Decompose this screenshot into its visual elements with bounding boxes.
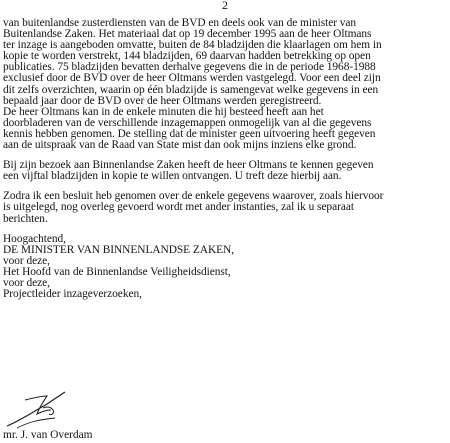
page-number: 2 [222,0,228,12]
closing-line: Projectleider inzageverzoeken, [3,288,142,301]
text-line: kennis hebben genomen. De stelling dat de minister geen uitvoering heeft gegeven [3,127,376,140]
paragraph-besluit [3,191,449,224]
text-line: een vijftal bladzijden in kopie te willen ontvangen. U treft deze hierbij aan. [3,170,342,183]
text-line: doorbladeren van de verschillende inzagemappen onmogelijk van al die gegevens [3,116,372,129]
text-line: bepaald jaar door de BVD over de heer Oltmans werden geregistreerd. [3,94,322,107]
text-line: Zodra ik een besluit heb genomen over de enkele gegevens waarover, zoals hiervoor [3,190,384,203]
paragraph-bezoek [3,160,449,182]
text-line: berichten. [3,212,48,225]
signature-scribble [3,386,73,430]
text-line: Buitenlandse Zaken. Het materiaal dat op 19 december 1995 aan de heer Oltmans [3,28,372,41]
closing-line: voor deze, [3,276,50,289]
closing-line: DE MINISTER VAN BINNENLANDSE ZAKEN, [3,243,235,256]
closing-line: Hoogachtend, [3,232,66,245]
text-line: exclusief door de BVD over de heer Oltmans werden vastgelegd. Voor een deel zijn [3,72,381,85]
closing-line: Het Hoofd van de Binnenlandse Veiligheidsdienst, [3,265,231,278]
text-line: publicaties. 75 bladzijden bevatten derhalve gegevens die in de periode 1968-1988 [3,61,376,74]
closing-block [3,234,449,301]
closing-line: voor deze, [3,254,50,267]
text-line: ter inzage is aangeboden omvatte, buiten de 84 bladzijden die klaarlagen om hem in [3,39,382,52]
text-line: Bij zijn bezoek aan Binnenlandse Zaken heeft de heer Oltmans te kennen gegeven [3,159,374,172]
text-line: dit zelfs overzichten, waarin op één bladzijde is samengevat welke gegevens in een [3,83,379,96]
letter-body [3,18,449,300]
text-line: De heer Oltmans kan in de enkele minuten die hij besteed heeft aan het [3,105,324,118]
text-line: aan de uitspraak van de Raad van State mist dan ook mijns inziens elke grond. [3,139,357,152]
handwritten-signature [3,386,73,430]
text-line: van buitenlandse zusterdiensten van de BVD en deels ook van de minister van [3,17,357,29]
signatory-name: mr. J. van Overdam [3,429,93,441]
text-line: kopie te worden verstrekt, 144 bladzijden, 69 daarvan hadden betrekking op open [3,50,371,63]
text-line: is uitgelegd, nog overleg gevoerd wordt met ander instanties, zal ik u separaat [3,201,354,214]
paragraph-inzage [3,18,449,151]
